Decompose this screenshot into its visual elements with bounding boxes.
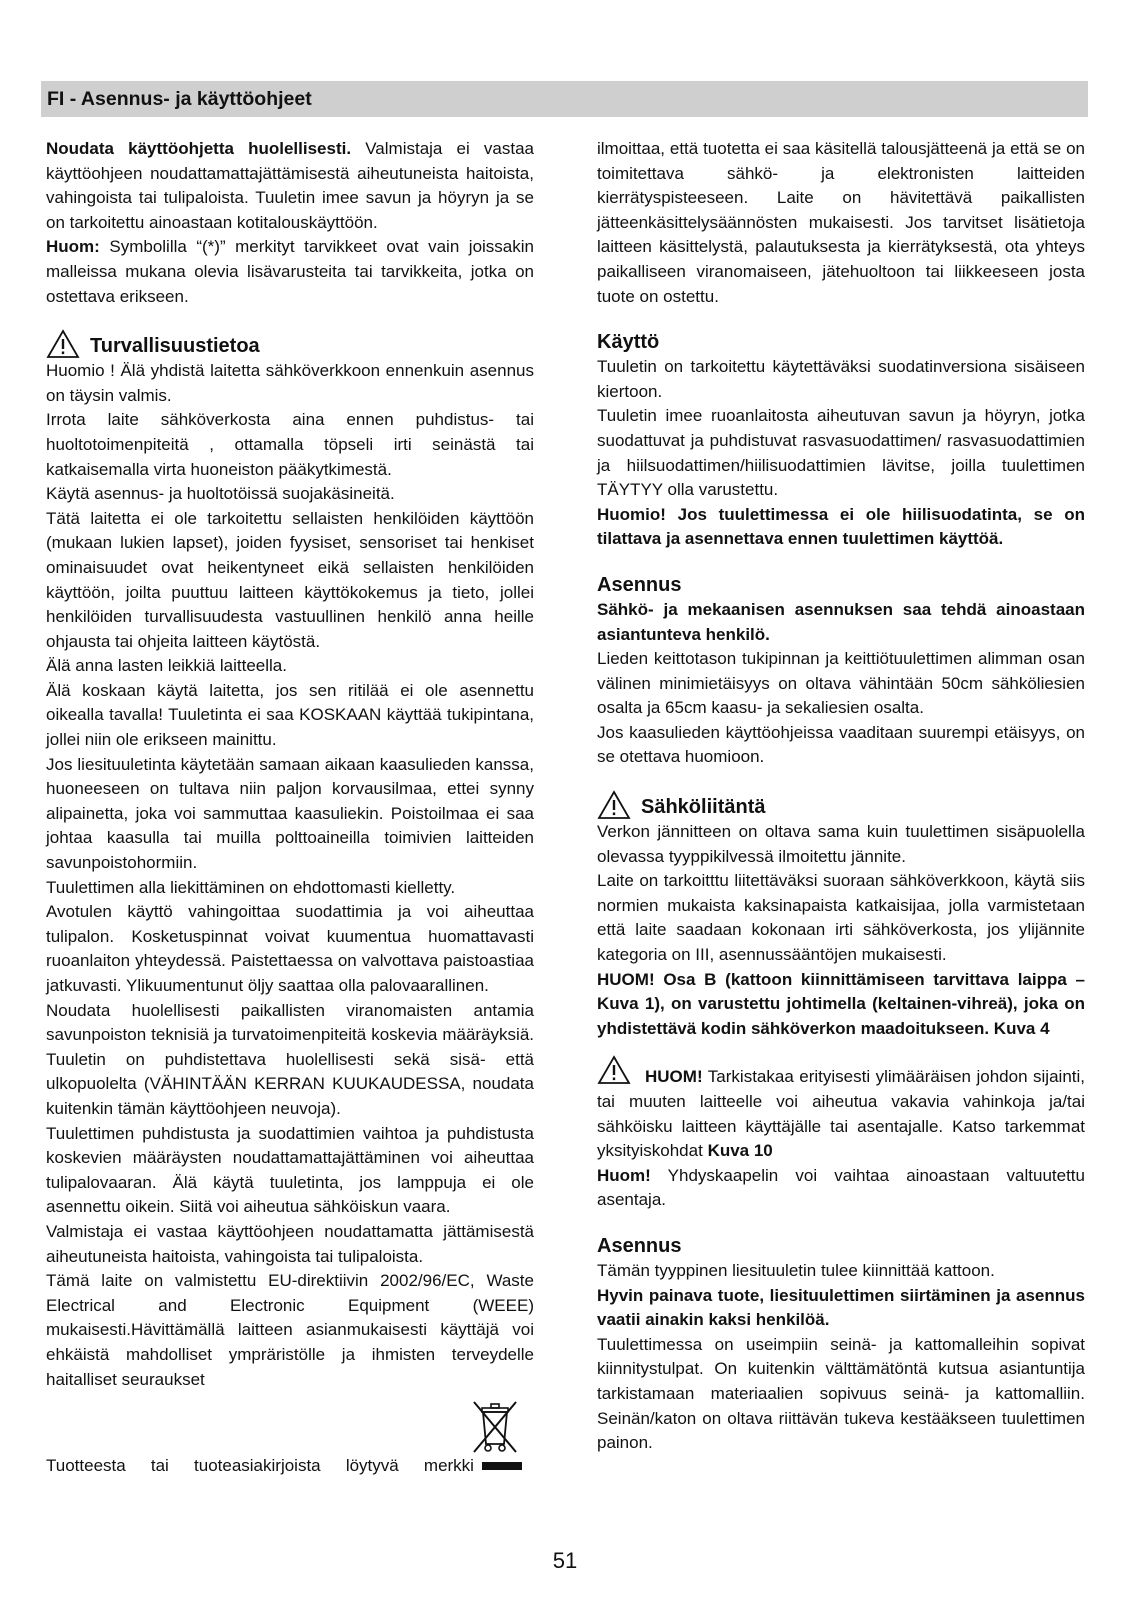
use-bold [597, 503, 1085, 552]
page-number: 51 [552, 1548, 578, 1573]
elec-heading-row [597, 790, 1085, 820]
elec-bold [597, 968, 1085, 1042]
warn-bold: HUOM! [645, 1067, 703, 1087]
safety-p9: Avotulen käyttö vahingoittaa suodattimia ja voi aiheuttaa tulipalon. Kosketuspinnat voivat kuumentua huomattavasti ruoanlaiton yhteydessä. Paistettaessa on valvottava paistoastiaa jatkuvasti. Ylikuumentunut öljy saattaa olla palovaarallinen. [46, 902, 534, 995]
note-text: Symbolilla “(*)” merkityt tarvikkeet ovat vain joissakin malleissa mukana olevia lisävarusteita tai tarvikkeita, jotka on ostettava erikseen. [46, 237, 534, 306]
use-heading: Käyttö [597, 331, 660, 354]
weee-word: merkki [423, 1456, 474, 1476]
safety-heading: Turvallisuustietoa [90, 335, 260, 358]
intro-text: Valmistaja ei vastaa käyttöohjeen noudattamattajättämisestä aiheutuneista haitoista, vahingoista tai tulipaloista. Tuuletin imee savun ja höyryn ja se on tarkoitettu ainoastaan kotitalouskäyttöön. [46, 139, 534, 232]
safety-p2: Irrota laite sähköverkosta aina ennen puhdistus- tai huoltotoimenpiteitä , ottamalla töpseli irti seinästä tai katkaisemalla virta huoneiston pääkytkimestä. [46, 410, 534, 479]
safety-p7: Jos liesituuletinta käytetään samaan aikaan kaasulieden kanssa, huoneeseen on tultava niin paljon korvausilmaa, ettei synny alipainetta, joka voi sammuttaa kaasuliekin. Poistoilmaa ei saa johtaa kaasulla tai muilla polttoaineilla toimivien laitteiden savunpoistohormiin. [46, 754, 534, 873]
note-paragraph [46, 235, 534, 309]
install2-bold-text: Hyvin painava tuote, liesituulettimen siirtäminen ja asennus vaatii ainakin kaksi henkilöä. [597, 1285, 1085, 1330]
install2-p1: Tämän tyyppinen liesituuletin tulee kiinnittää kattoon. [597, 1260, 995, 1280]
warning-triangle-icon [46, 329, 80, 359]
install-bold-text: Sähkö- ja mekaanisen asennuksen saa tehdä ainoastaan asiantunteva henkilö. [597, 599, 1085, 644]
weee-word: löytyvä [345, 1456, 399, 1476]
warning-triangle-icon [597, 790, 631, 820]
install2-bold [597, 1284, 1085, 1333]
safety-p10: Noudata huolellisesti paikallisten viranomaisten antamia savunpoiston teknisiä ja turvatoimenpiteitä koskevia määräyksiä. Tuuletin on puhdistettava huolellisesti sekä sisä- että ulkopuolelta (VÄHINTÄÄN KERRAN KUUKAUDESSA, noudata kuitenkin tämän käyttöohjeen neuvoja). [46, 1000, 534, 1118]
elec-p1: Verkon jännitteen on oltava sama kuin tuulettimen sisäpuolella olevassa tyyppikilvessä ilmoitettu jännite. [597, 822, 1085, 866]
safety-p8: Tuulettimen alla liekittäminen on ehdottomasti kielletty. [46, 877, 456, 897]
warning-triangle-icon [597, 1055, 631, 1085]
huom-text: Yhdyskaapelin voi vaihtaa ainoastaan valtuutettu asentaja. [597, 1165, 1085, 1210]
huom-bold: Huom! [597, 1165, 651, 1185]
crossed-bin-icon [470, 1398, 522, 1458]
safety-p4: Tätä laitetta ei ole tarkoitettu sellaisten henkilöiden käyttöön (mukaan lukien lapset), joiden fyysiset, sensoriset tai henkiset ominaisuudet ovat heikentyneet eikä sellaisten henkilöiden käyttöön, joilta puuttuu laitteen käyttökokemus ja tieto, jollei henkilöiden turvallisuudesta vastuullinen henkilö anna heille ohjausta tai ohjeita laitteen käytöstä. [46, 508, 534, 651]
safety-p5: Älä anna lasten leikkiä laitteella. [46, 656, 287, 676]
safety-p6: Älä koskaan käytä laitetta, jos sen ritilää ei ole asennettu oikealla tavalla! Tuuletinta ei saa KOSKAAN käyttää tukipintana, jollei niin ole erikseen mainittu. [46, 680, 534, 750]
elec-bold-text: HUOM! Osa B (kattoon kiinnittämiseen tarvittava laippa – Kuva 1), on varustettu johtimella (keltainen-vihreä), joka on yhdistettävä kodin sähköverkon maadoitukseen. Kuva 4 [597, 969, 1085, 1038]
weee-word: tuoteasiakirjoista [194, 1456, 321, 1476]
weee-word: Tuotteesta [46, 1456, 126, 1476]
safety-p3: Käytä asennus- ja huoltotöissä suojakäsineitä. [46, 484, 395, 504]
install-p1: Lieden keittotason tukipinnan ja keittiötuulettimen alimman osan välinen minimietäisyys on oltava vähintään 50cm sähköliesien osalta ja 65cm kaasu- ja sekaliesien osalta. [597, 649, 1085, 718]
right-column [597, 137, 1085, 1456]
install-bold [597, 598, 1085, 647]
intro-bold: Noudata käyttöohjetta huolellisesti. [46, 139, 352, 158]
note-bold: Huom: [46, 237, 100, 257]
install-p2: Jos kaasulieden käyttöohjeissa vaaditaan suurempi etäisyys, on se otettava huomioon. [597, 722, 1085, 767]
elec-heading: Sähköliitäntä [641, 796, 766, 819]
intro-paragraph [46, 137, 534, 235]
header-bar [41, 81, 1088, 117]
safety-p1: Huomio ! Älä yhdistä laitetta sähköverkkoon ennenkuin asennus on täysin valmis. [46, 361, 534, 405]
install2-heading: Asennus [597, 1234, 682, 1257]
safety-p13: Tämä laite on valmistettu EU-direktiivin 2002/96/EC, Waste Electrical and Electronic Equipment (WEEE) mukaisesti.Hävittämällä laitteen asianmukaisesti käyttäjä voi ehkäistä mahdolliset ympräristölle ja ihmisten terveydelle haitalliset seuraukset [46, 1271, 534, 1389]
weee-word: tai [150, 1456, 169, 1476]
install2-p2: Tuulettimessa on useimpiin seinä- ja kattomalleihin sopivat kiinnitystulpat. On kuitenkin välttämätöntä kutsua asiantuntija tarkistamaan materiaalien sopivuus seinä- ja kattomalliin. Seinän/katon on oltava riittävän tukeva kestääkseen tuulettimen painon. [597, 1334, 1085, 1453]
safety-heading-row [46, 329, 534, 359]
weee-row [46, 1398, 534, 1478]
install-heading: Asennus [597, 573, 682, 596]
use-p1: Tuuletin on tarkoitettu käytettäväksi suodatinversiona sisäiseen kiertoon. [597, 357, 1085, 401]
weee-continuation: ilmoittaa, että tuotetta ei saa käsitellä talousjätteenä ja että se on toimitettava sähkö- ja elektronisten laitteiden kierrätyspisteeseen. Laite on hävitettävä paikallisten jätteenkäsittelysäännösten mukaisesti. Jos tarvitset lisätietoja laitteen käsittelystä, palautuksesta ja kierrätyksestä, ota yhteys paikalliseen viranomaiseen, jätehuoltoon tai liikkeeseen josta tuote on ostettu. [597, 139, 1085, 306]
safety-p12: Valmistaja ei vastaa käyttöohjeen noudattamatta jättämisestä aiheutuneista haitoista, vahingoista tai tulipaloista. [46, 1221, 534, 1266]
warn-paragraph [597, 1055, 1085, 1163]
huom-paragraph [597, 1164, 1085, 1213]
elec-p2: Laite on tarkoitttu liitettäväksi suoraan sähköverkkoon, käytä siis normien mukaista kaksinapaista katkaisijaa, jolla varmistetaan että laite saadaan kokonaan irti sähköverkosta, jos ylijännite kategoria on III, asennussääntöjen mukaisesti. [597, 871, 1085, 965]
warn-ref: Kuva 10 [707, 1141, 773, 1161]
warn-text: Tarkistakaa erityisesti ylimääräisen johdon sijainti, tai muuten laitteelle voi aiheutua vakavia vahinkoja ja/tai sähköisku laitteen käyttäjälle tai asentajalle. Katso tarkemmat yksityiskohdat [597, 1067, 1085, 1161]
page-heading: FI - Asennus- ja käyttöohjeet [47, 88, 312, 110]
use-bold-text: Huomio! Jos tuulettimessa ei ole hiilisuodatinta, se on tilattava ja asennettava ennen tuulettimen käyttöä. [597, 504, 1085, 549]
weee-bar [482, 1462, 522, 1470]
safety-p11: Tuulettimen puhdistusta ja suodattimien vaihtoa ja puhdistusta koskevien määräysten noudattamattajättäminen voi aiheuttaa tulipalovaaran. Älä käytä tuuletinta, jos lamppuja ei ole asennettu oikein. Siitä voi aiheutua sähköiskun vaara. [46, 1123, 534, 1217]
use-p2: Tuuletin imee ruoanlaitosta aiheutuvan savun ja höyryn, jotka suodattuvat ja puhdistuvat rasvasuodattimen/ rasvasuodattimien ja hiilsuodattimen/hiilisuodattimien lävitse, joilla tuulettimen TÄYTYY olla varustettu. [597, 406, 1085, 500]
left-column [46, 137, 534, 1478]
weee-text [46, 1454, 474, 1479]
